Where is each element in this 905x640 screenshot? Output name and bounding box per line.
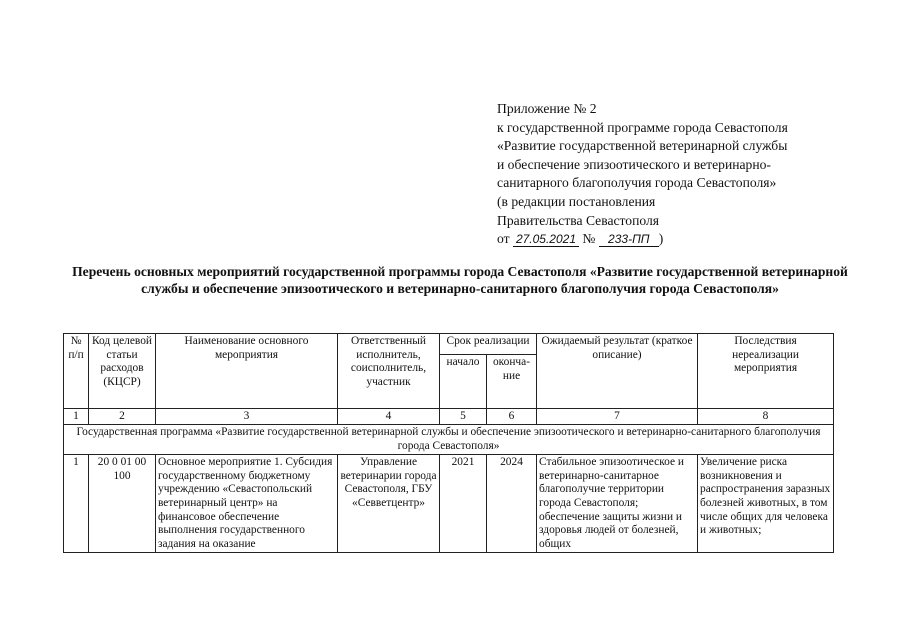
header-period: Срок реализации	[440, 334, 537, 355]
header-num: № п/п	[64, 334, 89, 409]
program-row	[64, 425, 834, 455]
header-end: оконча-ние	[487, 355, 537, 409]
row-result: Стабильное эпизоотическое и ветеринарно-санитарное благополучие территории города Севастополя; обеспечение защиты жизни и здоровья людей от болезней, общих	[537, 455, 698, 553]
row-num: 1	[64, 455, 89, 553]
appendix-block	[497, 100, 877, 249]
program-title: Государственная программа «Развитие государственной ветеринарной службы и обеспечение эпизоотического и ветеринарно-санитарного благополучия города Севастополя»	[64, 425, 834, 455]
header-start: начало	[440, 355, 487, 409]
column-number: 1	[64, 409, 89, 425]
column-number: 7	[537, 409, 698, 425]
date-prefix: от	[497, 231, 510, 247]
table-row	[64, 455, 834, 553]
row-consequences: Увеличение риска возникновения и распространения заразных болезней животных, в том числе общих для человека и животных;	[698, 455, 834, 553]
table-header-row	[64, 334, 834, 355]
column-number-row	[64, 409, 834, 425]
column-number: 3	[156, 409, 338, 425]
column-number: 8	[698, 409, 834, 425]
appendix-line: «Развитие государственной ветеринарной службы	[497, 138, 788, 154]
column-number: 4	[338, 409, 440, 425]
appendix-line: к государственной программе города Севастополя	[497, 119, 788, 135]
header-result: Ожидаемый результат (краткое описание)	[537, 334, 698, 409]
appendix-line: санитарного благополучия города Севастополя»	[497, 175, 777, 191]
handwritten-date: 27.05.2021	[513, 232, 579, 247]
column-number: 6	[487, 409, 537, 425]
measures-table	[63, 333, 834, 553]
column-number: 2	[89, 409, 156, 425]
row-start: 2021	[440, 455, 487, 553]
appendix-line: и обеспечение эпизоотического и ветеринарно-	[497, 156, 771, 172]
number-label: №	[582, 231, 596, 247]
row-code: 20 0 01 00 100	[89, 455, 156, 553]
column-number: 5	[440, 409, 487, 425]
appendix-line: Правительства Севастополя	[497, 212, 660, 228]
appendix-line: (в редакции постановления	[497, 193, 656, 209]
header-code: Код целевой статьи расходов (КЦСР)	[89, 334, 156, 409]
close-paren: )	[658, 231, 664, 247]
row-name: Основное мероприятие 1. Субсидия государственному бюджетному учреждению «Севастопольский ветеринарный центр» на финансовое обеспечение выполнения государственного задания на оказание	[156, 455, 338, 553]
header-name: Наименование основного мероприятия	[156, 334, 338, 409]
header-executor: Ответственный исполнитель, соисполнитель, участник	[338, 334, 440, 409]
document-title: Перечень основных мероприятий государственной программы города Севастополя «Развитие государственной ветеринарной службы и обеспечение эпизоотического и ветеринарно-санитарного благополучия города Севастополя»	[72, 264, 848, 296]
appendix-line: Приложение № 2	[497, 101, 597, 116]
header-consequences: Последствия нереализации мероприятия	[698, 334, 834, 409]
row-executor: Управление ветеринарии города Севастополя, ГБУ «Севветцентр»	[338, 455, 440, 553]
row-end: 2024	[487, 455, 537, 553]
appendix-date-line	[497, 230, 877, 249]
handwritten-number: 233-ПП	[599, 232, 659, 247]
